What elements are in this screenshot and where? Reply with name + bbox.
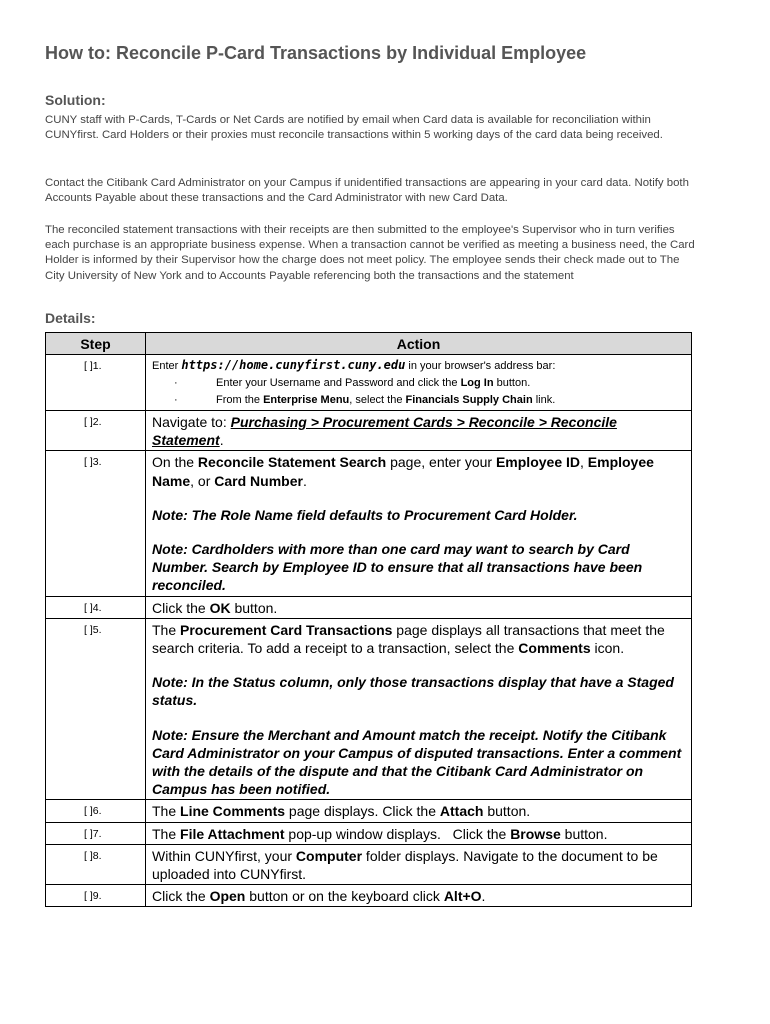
step-text: link.	[532, 394, 556, 406]
step-text: Within CUNYfirst, your	[152, 847, 296, 864]
step-action	[146, 618, 692, 800]
note: Note: Cardholders with more than one card may want to search by Card Number. Search by Employee ID to ensure that all transactions have been reconciled.	[152, 541, 643, 594]
folder-name: Computer	[295, 847, 363, 864]
step-text: icon.	[590, 640, 625, 657]
table-row	[46, 451, 692, 596]
table-row	[46, 800, 692, 822]
step-number: [ ]7.	[46, 822, 146, 844]
table-row	[46, 822, 692, 844]
note: Note: The Role Name field defaults to Procurement Card Holder.	[152, 506, 578, 523]
step-text: From the	[216, 394, 264, 406]
page-name: Procurement Card Transactions	[180, 621, 393, 638]
page-name: Line Comments	[180, 803, 286, 820]
page-name: Reconcile Statement Search	[197, 454, 387, 471]
step-text: button or on the keyboard click	[245, 888, 444, 905]
table-row	[46, 885, 692, 907]
table-row	[46, 355, 692, 411]
step-action	[146, 844, 692, 884]
step-text: button.	[230, 599, 278, 616]
step-text: .	[481, 888, 486, 905]
financials-link-label: Financials Supply Chain	[405, 394, 533, 406]
step-text: .	[302, 472, 307, 489]
step-action	[146, 451, 692, 596]
step-text: page, enter your	[386, 454, 496, 471]
step-text: in your browser's address bar:	[405, 360, 556, 372]
step-text: Enter your Username and Password and click the	[216, 377, 461, 389]
step-text: button.	[560, 825, 608, 842]
step-text: Enter	[152, 360, 182, 372]
table-row	[46, 618, 692, 800]
step-text: The	[152, 621, 181, 638]
paragraph-contact: Contact the Citibank Card Administrator on your Campus if unidentified transactions are appearing in your card data. Notify both Accounts Payable about these transactions and the Card Administrator with new Card Data.	[45, 177, 689, 205]
table-row	[46, 844, 692, 884]
header-action: Action	[146, 333, 692, 355]
step-number: [ ]8.	[46, 844, 146, 884]
step-text: page displays. Click the	[285, 803, 440, 820]
step-text: button.	[493, 377, 531, 389]
paragraph-supervisor: The reconciled statement transactions with their receipts are then submitted to the employee's Supervisor who in turn verifies each purchase is an appropriate business expense. When a transaction cannot be verified as meeting a business need, the Card Holder is informed by their Supervisor how the charge does not meet policy. The employee sends their check made out to The City University of New York and to Accounts Payable referencing both the transactions and the statement	[45, 224, 695, 282]
table-row	[46, 596, 692, 618]
icon-name: Comments	[518, 640, 591, 657]
step-number: [ ]4.	[46, 596, 146, 618]
field-name: Card Number	[214, 472, 303, 489]
step-text: Click the	[152, 599, 210, 616]
step-text: button.	[483, 803, 531, 820]
solution-heading: Solution:	[45, 92, 106, 108]
sub-step	[152, 375, 685, 392]
step-action	[146, 596, 692, 618]
details-heading: Details:	[45, 310, 96, 326]
button-name: OK	[209, 599, 231, 616]
step-action	[146, 800, 692, 822]
step-number: [ ]5.	[46, 618, 146, 800]
step-text: folder displays. Navigate to the document to be uploaded into CUNYfirst.	[152, 847, 658, 883]
header-step: Step	[46, 333, 146, 355]
step-text: On the	[152, 454, 198, 471]
table-header-row	[46, 333, 692, 355]
step-text: , select the	[349, 394, 406, 406]
steps-table	[45, 332, 692, 907]
page-title: How to: Reconcile P-Card Transactions by Individual Employee	[45, 43, 587, 63]
table-row	[46, 411, 692, 451]
step-number: [ ]6.	[46, 800, 146, 822]
step-number: [ ]3.	[46, 451, 146, 596]
field-name: Employee Name	[152, 454, 654, 489]
step-text: The	[152, 803, 181, 820]
step-action	[146, 885, 692, 907]
paragraph-notification: CUNY staff with P-Cards, T-Cards or Net Cards are notified by email when Card data is available for reconciliation within CUNYfirst. Card Holders or their proxies must reconcile transactions within 5 working days of the card data being received.	[45, 114, 663, 142]
note: Note: Ensure the Merchant and Amount match the receipt. Notify the Citibank Card Administrator on your Campus of disputed transactions. Enter a comment with the details of the dispute and that the Citibank Card Administrator on Campus has been notified.	[152, 726, 682, 798]
keyboard-shortcut: Alt+O	[443, 888, 482, 905]
step-number: [ ]9.	[46, 885, 146, 907]
window-name: File Attachment	[180, 825, 285, 842]
enterprise-menu-label: Enterprise Menu	[263, 394, 350, 406]
step-text: Navigate to:	[152, 414, 231, 430]
step-text: The	[152, 825, 181, 842]
log-in-label: Log In	[460, 377, 494, 389]
step-text: ,	[580, 454, 588, 471]
step-number: [ ]2.	[46, 411, 146, 451]
step-text: .	[219, 432, 224, 449]
step-action	[146, 822, 692, 844]
button-name: Attach	[439, 803, 484, 820]
step-action	[146, 355, 692, 411]
step-text: Click the	[152, 888, 210, 905]
navigation-path: Purchasing > Procurement Cards > Reconcile > Reconcile Statement	[152, 414, 617, 449]
field-name: Employee ID	[495, 454, 580, 471]
step-text: page displays all transactions that meet the search criteria. To add a receipt to a transaction, select the	[152, 621, 665, 657]
sub-step	[152, 392, 685, 409]
note: Note: In the Status column, only those transactions display that have a Staged status.	[152, 674, 674, 709]
step-text: , or	[190, 472, 215, 489]
step-text: pop-up window displays. Click the	[284, 825, 511, 842]
bullet-icon: ·	[174, 394, 178, 406]
step-action	[146, 411, 692, 451]
button-name: Open	[209, 888, 246, 905]
step-number: [ ]1.	[46, 355, 146, 411]
bullet-icon: ·	[174, 377, 178, 389]
cunyfirst-url: https://home.cunyfirst.cuny.edu	[181, 358, 406, 372]
button-name: Browse	[510, 825, 561, 842]
